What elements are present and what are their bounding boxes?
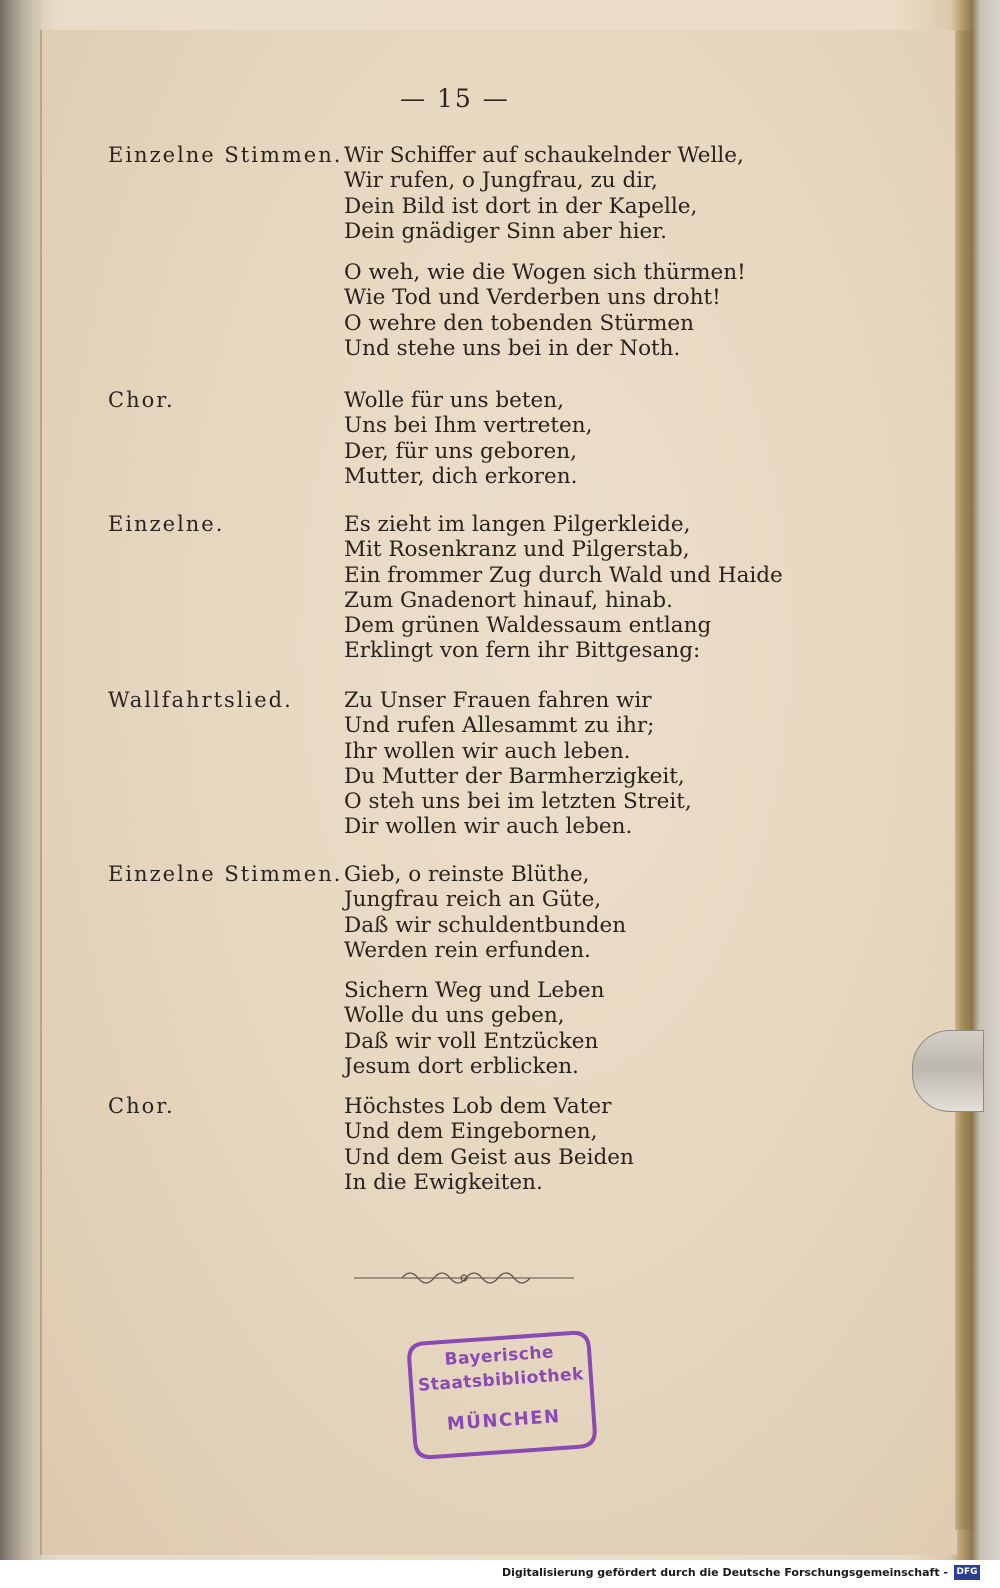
verse-line: Werden rein erfunden. [344,937,591,963]
verse-lines [344,260,746,361]
stamp-line: Bayerische [443,1342,555,1370]
verse-line: Jesum dort erblicken. [344,1053,579,1079]
verse-line: Der, für uns geboren, [344,438,577,464]
verse-line: O steh uns bei im letzten Streit, [344,789,692,815]
stamp-line: Staatsbibliothek [417,1364,585,1396]
verse-lines [344,862,626,963]
verse-line: Ihr wollen wir auch leben. [344,738,631,764]
verse-line: Wir Schiffer auf schaukelnder Welle, [344,143,744,168]
footer-bar [0,1560,1000,1588]
ornament-divider-icon [352,1266,576,1290]
verse-line: Wir rufen, o Jungfrau, zu dir, [344,168,658,194]
verse-line: Zu Unser Frauen fahren wir [344,688,652,713]
verse-lines [344,143,744,244]
verse-line: Sichern Weg und Leben [344,978,605,1003]
verse-line: Erklingt von fern ihr Bittgesang: [344,638,701,664]
verse-line: O wehre den tobenden Stürmen [344,310,694,336]
verse-line: Wolle für uns beten, [344,388,564,413]
verse-line: Und dem Eingebornen, [344,1119,598,1145]
verse-line: Ein frommer Zug durch Wald und Haide [344,562,783,588]
speaker-label: Chor. [108,388,175,412]
verse-lines [344,978,604,1079]
verse-line: Du Mutter der Barmherzigkeit, [344,763,685,789]
verse-line: Daß wir voll Entzücken [344,1028,599,1054]
speaker-label: Einzelne Stimmen. [108,143,343,167]
verse-line: Zum Gnadenort hinauf, hinab. [344,587,673,613]
speaker-label: Einzelne. [108,512,225,536]
verse-line: Gieb, o reinste Blüthe, [344,862,590,887]
verse-line: Mit Rosenkranz und Pilgerstab, [344,537,690,563]
speaker-label: Wallfahrtslied. [108,688,293,712]
verse-line: Dein Bild ist dort in der Kapelle, [344,193,698,219]
verse-line: Und stehe uns bei in der Noth. [344,335,681,361]
verse-line: Es zieht im langen Pilgerkleide, [344,512,691,537]
verse-line: Mutter, dich erkoren. [344,463,578,489]
stamp-line: MÜNCHEN [446,1405,562,1435]
verse-line: Höchstes Lob dem Vater [344,1094,612,1119]
verse-line: Und rufen Allesammt zu ihr; [344,713,655,739]
verse-line: Daß wir schuldentbunden [344,912,627,938]
verse-line: In die Ewigkeiten. [344,1169,543,1195]
footer-credit: Digitalisierung gefördert durch die Deutsche Forschungsgemeinschaft - [501,1566,948,1579]
verse-line: Jungfrau reich an Güte, [344,887,602,913]
verse-line: Dir wollen wir auch leben. [344,814,633,840]
verse-line: Dein gnädiger Sinn aber hier. [344,218,667,244]
verse-line: O weh, wie die Wogen sich thürmen! [344,260,746,285]
page-edge [955,30,973,1530]
verse-line: Dem grünen Waldessaum entlang [344,613,712,639]
verse-line: Wolle du uns geben, [344,1003,565,1029]
verse-lines [344,1094,634,1195]
verse-lines [344,512,783,664]
book-gutter [0,0,42,1560]
verse-line: Uns bei Ihm vertreten, [344,413,593,439]
library-stamp [400,1323,605,1466]
verse-lines [344,388,592,489]
verse-line: Und dem Geist aus Beiden [344,1144,634,1170]
scan-clip-icon [912,1030,984,1112]
speaker-label: Chor. [108,1094,175,1118]
verse-line: Wie Tod und Verderben uns droht! [344,285,721,311]
verse-lines [344,688,692,840]
page-number: — 15 — [400,84,510,113]
speaker-label: Einzelne Stimmen. [108,862,343,886]
dfg-logo: DFG [954,1565,980,1580]
